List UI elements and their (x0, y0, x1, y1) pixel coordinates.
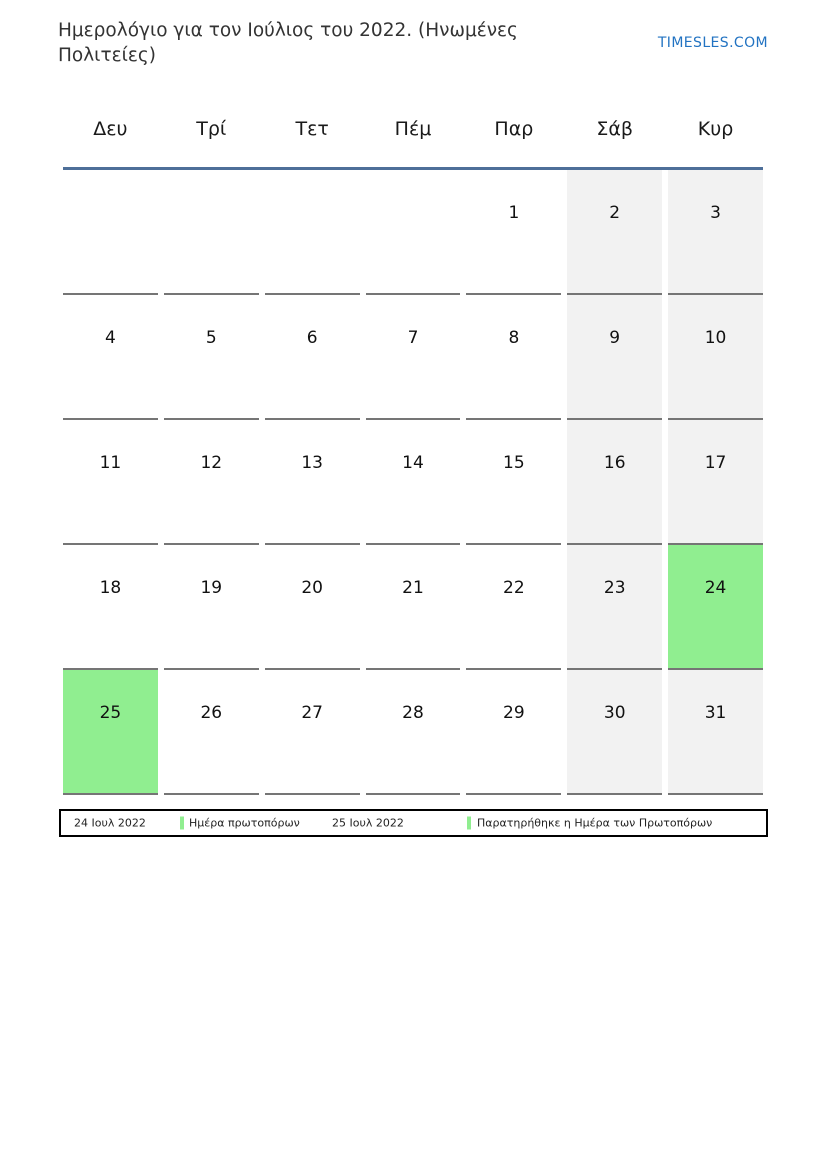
day-cell-23 (567, 545, 662, 670)
day-cell-8 (466, 295, 561, 420)
day-cell-5 (164, 295, 259, 420)
weekday-label: Πέμ (394, 118, 432, 140)
day-number: 23 (603, 578, 626, 598)
day-cell-11 (63, 420, 158, 545)
day-number: 14 (402, 453, 424, 473)
day-number: 27 (301, 703, 323, 723)
day-cell-27 (265, 670, 360, 795)
day-cell-10 (668, 295, 763, 420)
day-number: 25 (99, 703, 122, 723)
day-cell-9 (567, 295, 662, 420)
day-cell-18 (63, 545, 158, 670)
legend-date: 24 Ιουλ 2022 (74, 816, 146, 830)
day-cell-7 (366, 295, 461, 420)
day-number: 30 (603, 703, 626, 723)
day-number: 31 (704, 703, 727, 723)
weekday-label: Κυρ (697, 118, 734, 140)
day-cell-15 (466, 420, 561, 545)
calendar-grid (63, 170, 763, 795)
day-number: 7 (407, 328, 419, 348)
weekday-label: Τρί (196, 118, 227, 140)
legend-label: Ημέρα πρωτοπόρων (189, 816, 300, 830)
day-number: 6 (306, 328, 318, 348)
weekday-label: Σάβ (596, 118, 634, 140)
day-number: 4 (105, 328, 116, 348)
legend (59, 809, 768, 837)
day-number: 12 (200, 453, 223, 473)
day-cell-21 (366, 545, 461, 670)
day-cell-26 (164, 670, 259, 795)
day-number: 1 (508, 203, 520, 223)
brand-link[interactable]: TIMESLES.COM (657, 35, 768, 51)
day-number: 8 (508, 328, 520, 348)
day-cell-24 (668, 545, 763, 670)
day-number: 19 (200, 578, 223, 598)
day-cell-19 (164, 545, 259, 670)
day-number: 17 (704, 453, 727, 473)
day-cell-20 (265, 545, 360, 670)
weekday-label: Τετ (295, 118, 329, 140)
day-cell-4 (63, 295, 158, 420)
day-cell-22 (466, 545, 561, 670)
day-cell-6 (265, 295, 360, 420)
day-cell-empty (265, 170, 360, 295)
day-number: 3 (710, 203, 721, 223)
day-number: 10 (704, 328, 727, 348)
day-number: 5 (205, 328, 217, 348)
day-cell-16 (567, 420, 662, 545)
day-cell-1 (466, 170, 561, 295)
legend-color-bar (180, 817, 184, 830)
day-cell-14 (366, 420, 461, 545)
day-number: 22 (503, 578, 525, 598)
day-number: 9 (609, 328, 621, 348)
legend-label: Παρατηρήθηκε η Ημέρα των Πρωτοπόρων (477, 816, 713, 830)
page-title: Ημερολόγιο για τον Ιούλιος του 2022. (Ηνωμένες Πολιτείες) (58, 20, 518, 66)
day-number: 29 (503, 703, 525, 723)
day-cell-29 (466, 670, 561, 795)
day-cell-13 (265, 420, 360, 545)
day-cell-31 (668, 670, 763, 795)
day-cell-empty (366, 170, 461, 295)
day-cell-30 (567, 670, 662, 795)
day-number: 21 (402, 578, 424, 598)
day-number: 28 (402, 703, 424, 723)
day-cell-28 (366, 670, 461, 795)
day-cell-17 (668, 420, 763, 545)
day-cell-empty (164, 170, 259, 295)
day-number: 24 (704, 578, 727, 598)
day-number: 11 (99, 453, 122, 473)
legend-color-bar (467, 817, 471, 830)
day-cell-empty (63, 170, 158, 295)
day-number: 16 (603, 453, 626, 473)
weekday-row (63, 103, 763, 155)
day-number: 20 (301, 578, 323, 598)
day-cell-25 (63, 670, 158, 795)
day-cell-2 (567, 170, 662, 295)
weekday-label: Παρ (494, 118, 534, 140)
day-number: 18 (99, 578, 122, 598)
day-number: 13 (301, 453, 323, 473)
weekday-label: Δευ (93, 118, 128, 140)
day-number: 26 (200, 703, 223, 723)
day-number: 15 (503, 453, 525, 473)
day-cell-3 (668, 170, 763, 295)
legend-date: 25 Ιουλ 2022 (332, 816, 404, 830)
day-number: 2 (609, 203, 621, 223)
day-cell-12 (164, 420, 259, 545)
